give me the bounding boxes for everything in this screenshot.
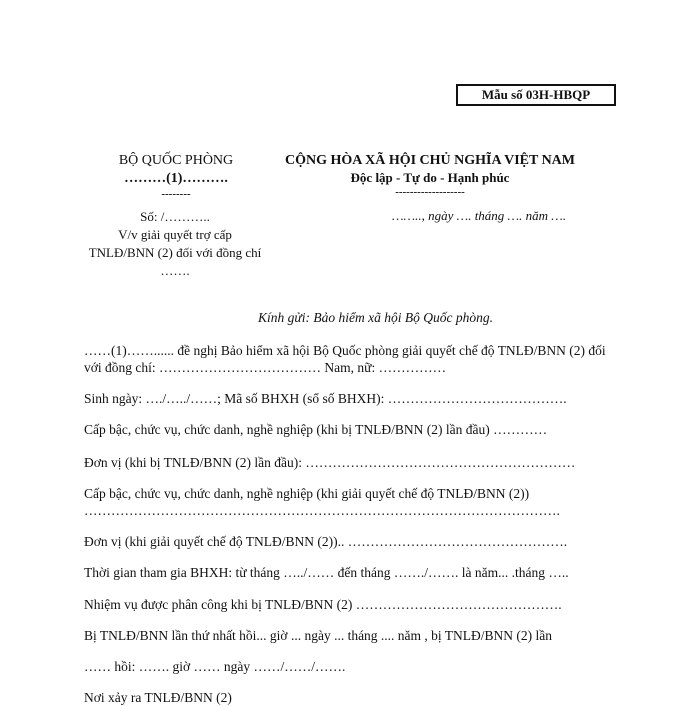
- body-line-request: ……(1)……...... đề nghị Bảo hiểm xã hội Bộ Quốc phòng giải quyết chế độ TNLĐ/BNN (2) đối: [84, 343, 606, 358]
- date-line: …….., ngày …. tháng …. năm ….: [392, 208, 567, 223]
- body-line-insurance-period: Thời gian tham gia BHXH: từ tháng …../…… đến tháng ……./……. là năm... .tháng …..: [84, 565, 569, 580]
- body-line-rank-current: Cấp bậc, chức vụ, chức danh, nghề nghiệp (khi giải quyết chế độ TNLĐ/BNN (2)): [84, 486, 530, 501]
- subject-line-1: V/v giải quyết trợ cấp: [118, 227, 232, 242]
- unit-name: ………(1)……….: [124, 171, 228, 186]
- document-reference: [70, 208, 280, 280]
- national-header: [270, 152, 590, 198]
- body-line-rank-first: Cấp bậc, chức vụ, chức danh, nghề nghiệp (khi bị TNLĐ/BNN (2) lần đầu) …………: [84, 422, 548, 437]
- body-line-first-accident: Bị TNLĐ/BNN lần thứ nhất hồi... giờ ... ngày ... tháng .... năm , bị TNLĐ/BNN (2) lần: [84, 628, 553, 643]
- body-line-birth-insurance: Sinh ngày: …./…../……; Mã số BHXH (sổ số BHXH): ………………………………….: [84, 391, 567, 406]
- body-line-accident-time: …… hồi: ……. giờ …… ngày ……/……/…….: [84, 659, 346, 674]
- body-line-assigned-task: Nhiệm vụ được phân công khi bị TNLĐ/BNN (2) ……………………………………….: [84, 597, 562, 612]
- body-line-accident-place: Nơi xảy ra TNLĐ/BNN (2): [84, 690, 232, 705]
- subject-line-3: …….: [160, 263, 190, 278]
- republic-title: CỘNG HÒA XÃ HỘI CHỦ NGHĨA VIỆT NAM: [284, 153, 575, 168]
- document-number: Số: /………..: [140, 209, 210, 224]
- ministry-divider: --------: [161, 188, 191, 200]
- subject-line-2: TNLĐ/BNN (2) đối với đồng chí: [88, 245, 262, 260]
- form-code-box: Mẫu số 03H-HBQP: [456, 84, 616, 106]
- motto-divider: -------------------: [395, 186, 465, 198]
- ministry-name: BỘ QUỐC PHÒNG: [118, 153, 234, 168]
- national-motto: Độc lập - Tự do - Hạnh phúc: [350, 170, 510, 185]
- body-line-unit-current: Đơn vị (khi giải quyết chế độ TNLĐ/BNN (2)).. ………………………………………….: [84, 534, 568, 549]
- ministry-header: [96, 152, 256, 200]
- body-line-rank-current-fill: …………………………………………………………………………………………….: [84, 503, 560, 518]
- body-line-name-gender: với đồng chí: ……………………………… Nam, nữ: ……………: [84, 360, 447, 375]
- salutation: Kính gửi: Bảo hiểm xã hội Bộ Quốc phòng.: [258, 310, 493, 325]
- body-line-unit-first: Đơn vị (khi bị TNLĐ/BNN (2) lần đầu): ……………………………………………………: [84, 455, 576, 470]
